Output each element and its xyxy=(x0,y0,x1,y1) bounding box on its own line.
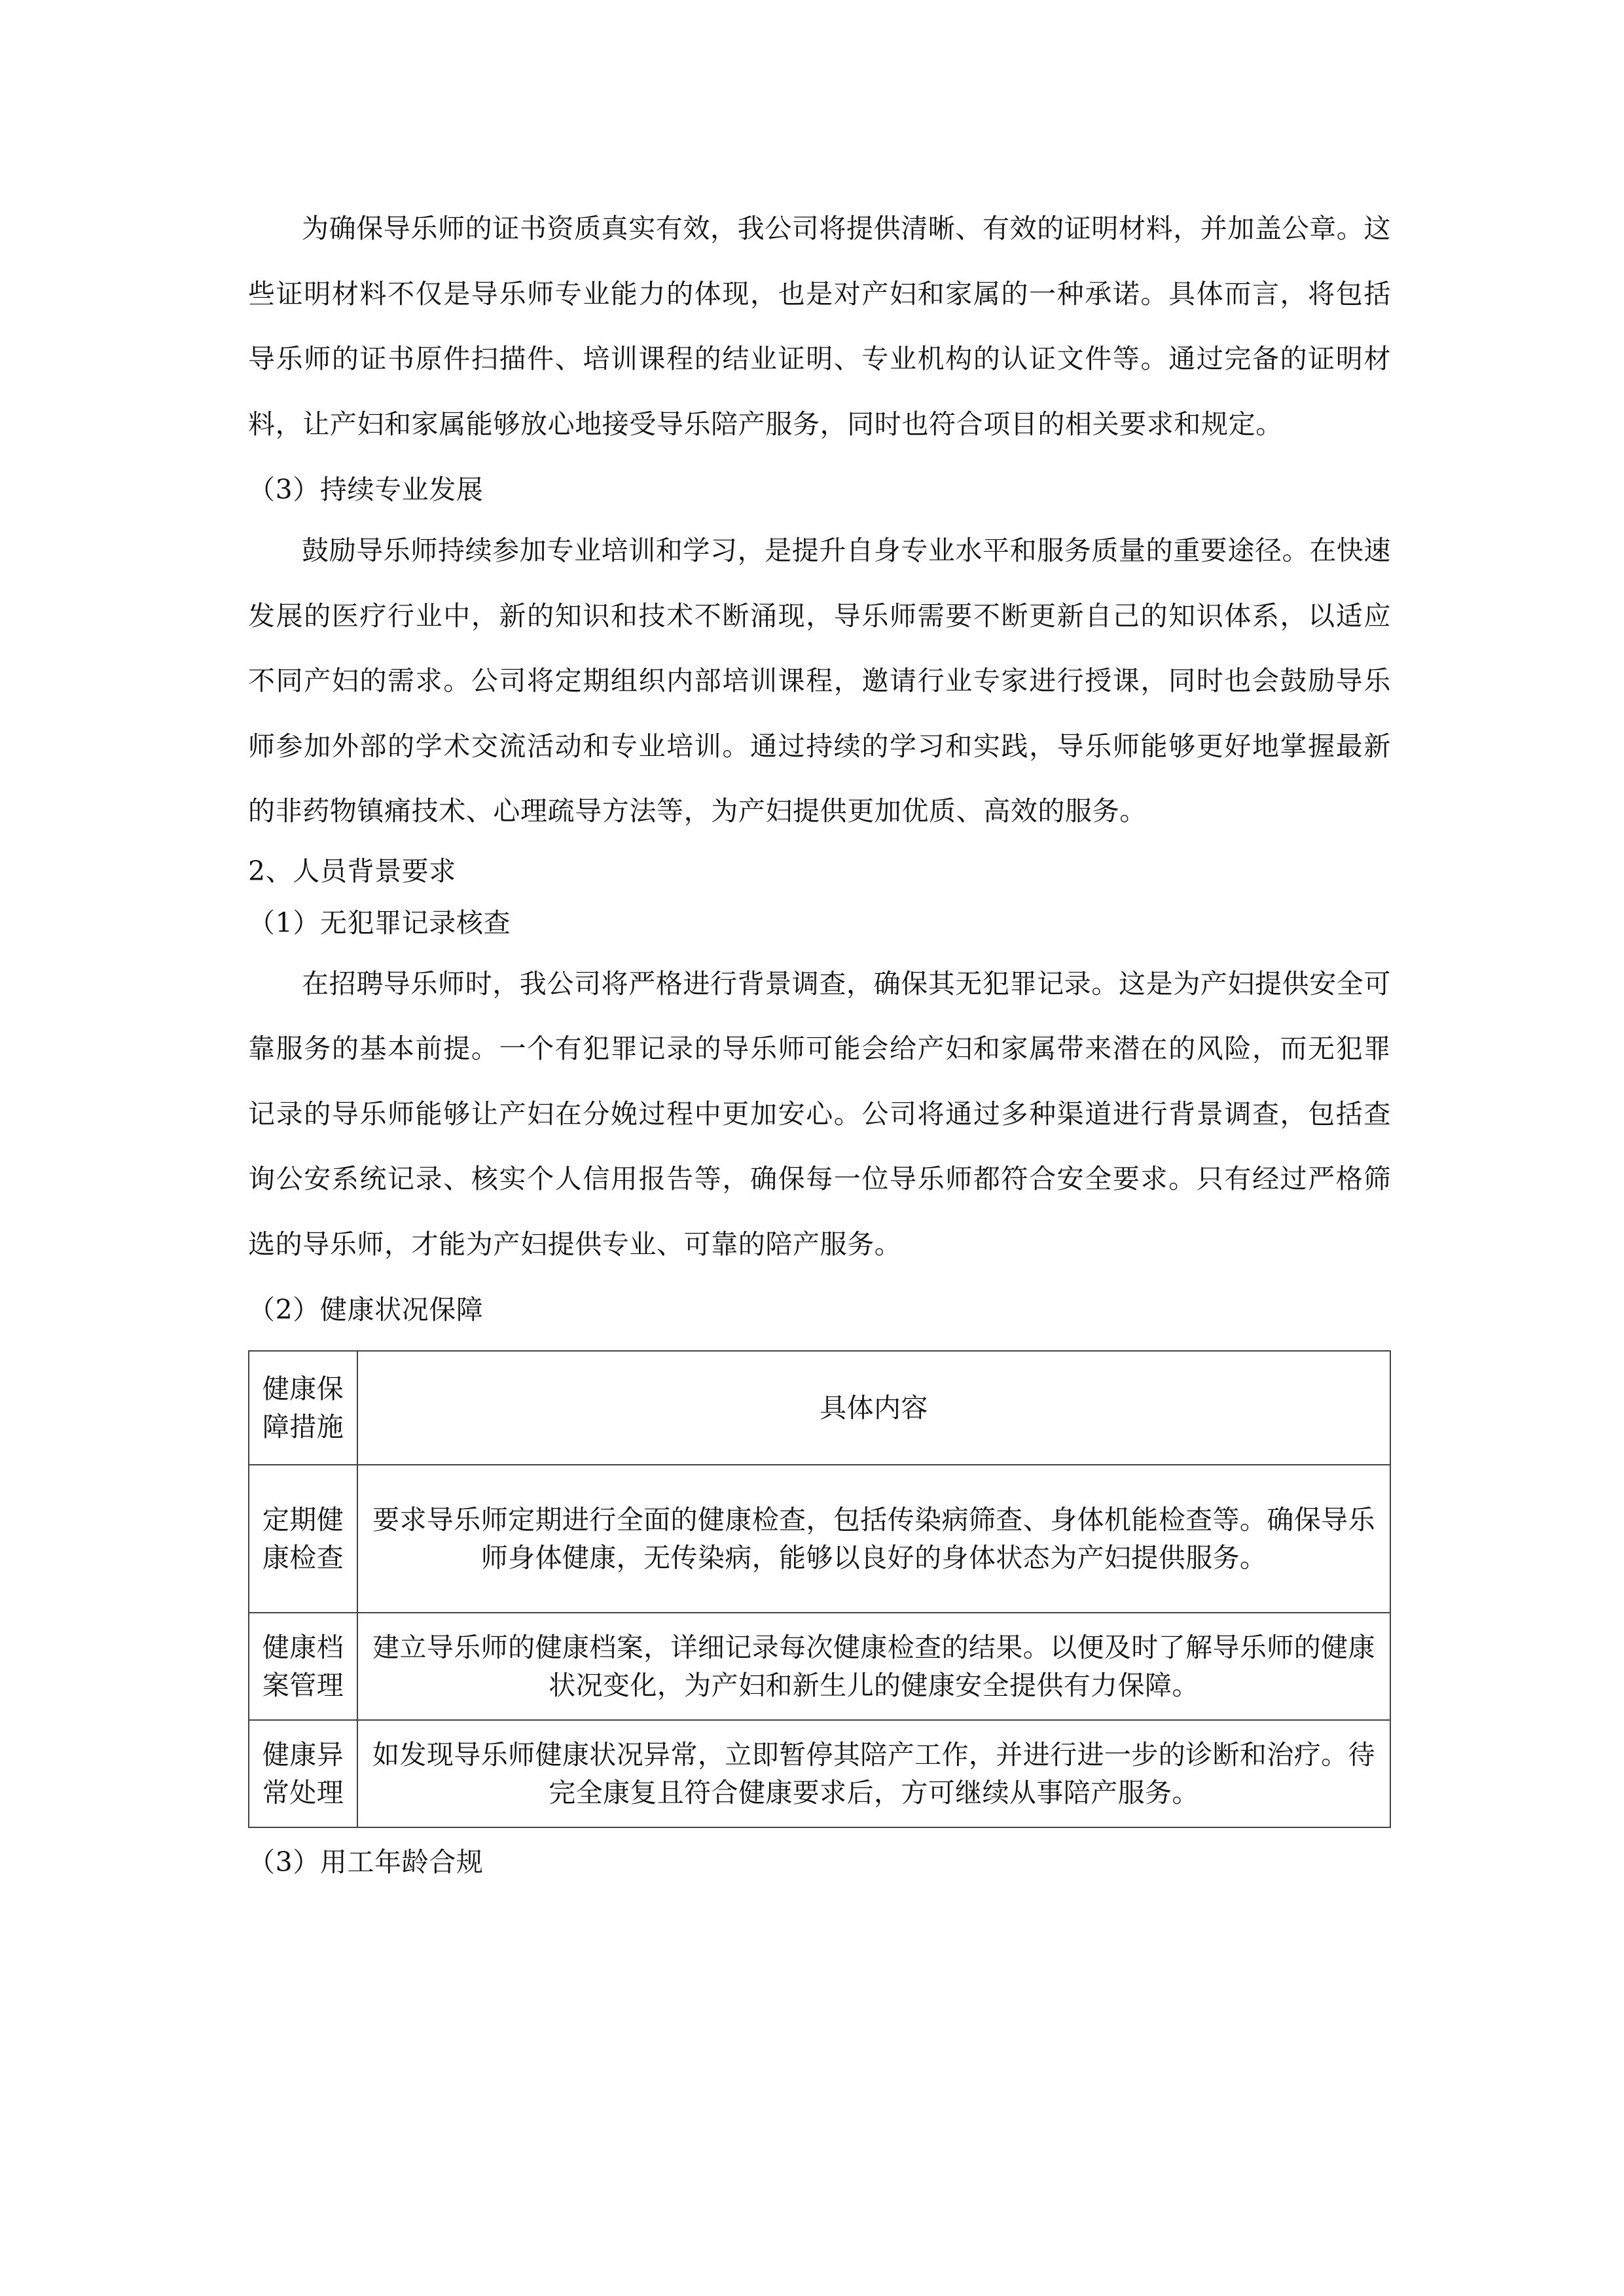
paragraph-no-criminal-record: 在招聘导乐师时，我公司将严格进行背景调查，确保其无犯罪记录。这是为产妇提供安全可靠服务的基本前提。一个有犯罪记录的导乐师可能会给产妇和家属带来潜在的风险，而无犯罪记录的导乐师能够让产妇在分娩过程中更加安心。公司将通过多种渠道进行背景调查，包括查询公安系统记录、核实个人信用报告等，确保每一位导乐师都符合安全要求。只有经过严格筛选的导乐师，才能为产妇提供专业、可靠的陪产服务。 xyxy=(248,967,1391,1260)
table-header-content: 具体内容 xyxy=(357,1351,1390,1465)
table-cell-content: 如发现导乐师健康状况异常，立即暂停其陪产工作，并进行进一步的诊断和治疗。待完全康复且符合健康要求后，方可继续从事陪产服务。 xyxy=(357,1720,1390,1827)
table-row xyxy=(249,1720,1390,1827)
heading-no-criminal-record: （1）无犯罪记录核查 xyxy=(248,906,511,939)
heading-health-status: （2）健康状况保障 xyxy=(248,1294,484,1325)
paragraph-continuing-development: 鼓励导乐师持续参加专业培训和学习，是提升自身专业水平和服务质量的重要途径。在快速发展的医疗行业中，新的知识和技术不断涌现，导乐师需要不断更新自己的知识体系，以适应不同产妇的需求。公司将定期组织内部培训课程，邀请行业专家进行授课，同时也会鼓励导乐师参加外部的学术交流活动和专业培训。通过持续的学习和实践，导乐师能够更好地掌握最新的非药物镇痛技术、心理疏导方法等，为产妇提供更加优质、高效的服务。 xyxy=(248,535,1391,827)
document-page xyxy=(248,196,1391,1891)
heading-continuing-development: （3）持续专业发展 xyxy=(248,474,484,505)
table-cell-measure: 健康档案管理 xyxy=(249,1613,357,1720)
table-row xyxy=(249,1465,1390,1613)
table-header-row xyxy=(249,1351,1390,1465)
health-measures-table xyxy=(248,1350,1391,1828)
table-cell-content: 建立导乐师的健康档案，详细记录每次健康检查的结果。以便及时了解导乐师的健康状况变化，为产妇和新生儿的健康安全提供有力保障。 xyxy=(357,1613,1390,1720)
table-cell-measure: 定期健康检查 xyxy=(249,1465,357,1613)
table-cell-content: 要求导乐师定期进行全面的健康检查，包括传染病筛查、身体机能检查等。确保导乐师身体健康，无传染病，能够以良好的身体状态为产妇提供服务。 xyxy=(357,1465,1390,1613)
heading-personnel-background: 2、人员背景要求 xyxy=(248,855,456,887)
table-row xyxy=(249,1613,1390,1720)
table-header-measure: 健康保障措施 xyxy=(249,1351,357,1465)
paragraph-certificates: 为确保导乐师的证书资质真实有效，我公司将提供清晰、有效的证明材料，并加盖公章。这些证明材料不仅是导乐师专业能力的体现，也是对产妇和家属的一种承诺。具体而言，将包括导乐师的证书原件扫描件、培训课程的结业证明、专业机构的认证文件等。通过完备的证明材料，让产妇和家属能够放心地接受导乐陪产服务，同时也符合项目的相关要求和规定。 xyxy=(248,213,1391,440)
table-cell-measure: 健康异常处理 xyxy=(249,1720,357,1827)
heading-employment-age: （3）用工年龄合规 xyxy=(248,1846,484,1878)
